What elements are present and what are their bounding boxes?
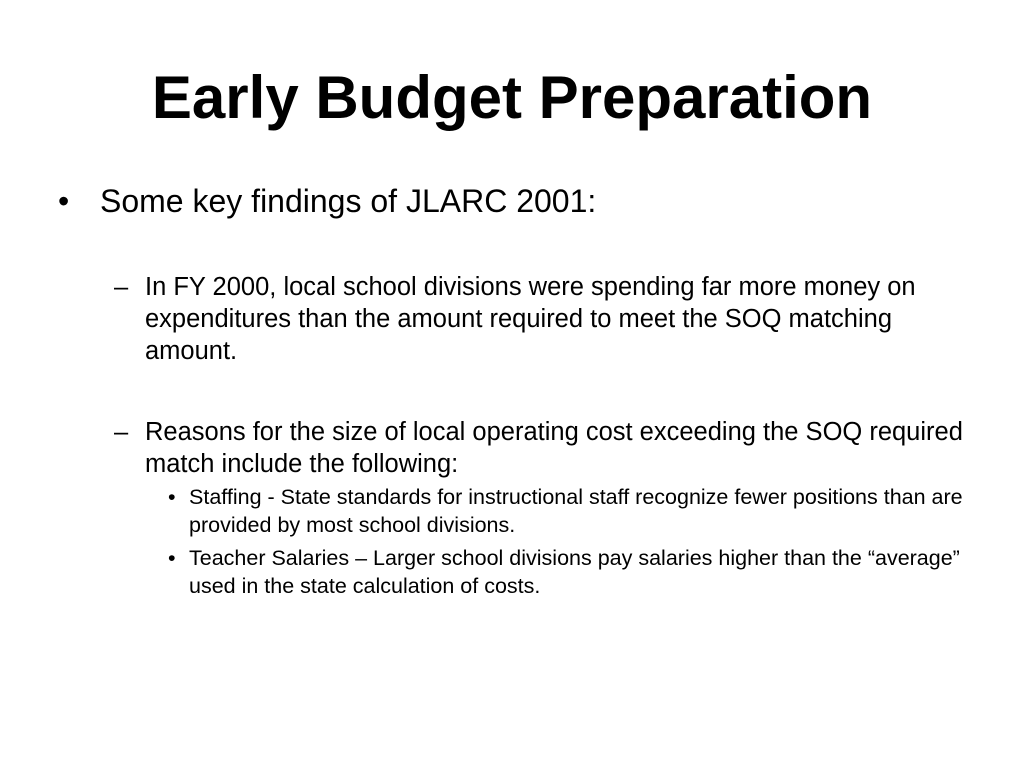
dash-marker: –: [114, 273, 129, 301]
sub-bullet-text: Reasons for the size of local operating cost exceeding the SOQ required match include the following:: [145, 418, 963, 478]
bullet-marker: •: [168, 485, 176, 509]
slide-title: Early Budget Preparation: [151, 64, 873, 131]
sub-sub-bullet-text: Staffing - State standards for instructional staff recognize fewer positions than are provided by most school divisions.: [189, 485, 963, 537]
bullet-marker: •: [58, 183, 70, 219]
sub-bullet-text: In FY 2000, local school divisions were spending far more money on expenditures than the amount required to meet the SOQ matching amount.: [145, 273, 916, 365]
bullet-text: Some key findings of JLARC 2001:: [100, 183, 597, 219]
sub-sub-bullet-text: Teacher Salaries – Larger school divisions pay salaries higher than the “average” used in the state calculation of costs.: [189, 546, 960, 598]
dash-marker: –: [114, 418, 129, 446]
bullet-marker: •: [168, 546, 176, 570]
